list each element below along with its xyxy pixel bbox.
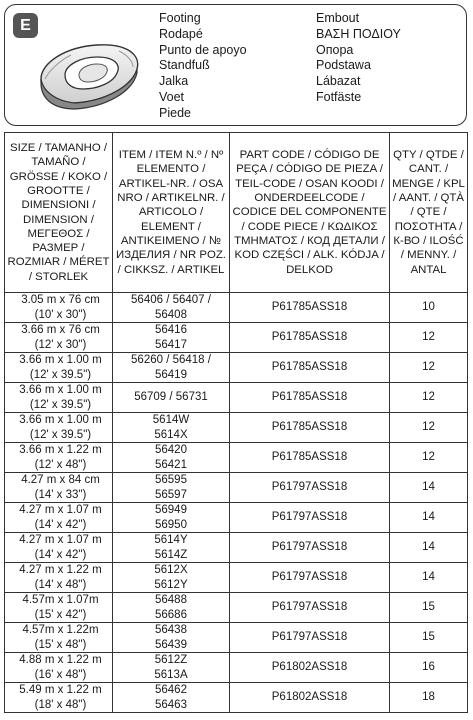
size-cell	[5, 413, 113, 443]
part-code-cell: P61785ASS18	[230, 383, 390, 413]
table-row	[5, 503, 468, 533]
footing-name: Footing	[159, 11, 201, 25]
qty-cell: 14	[390, 563, 468, 593]
part-code-cell: P61785ASS18	[230, 293, 390, 323]
item-cell	[113, 383, 230, 413]
footing-name: Lábazat	[316, 74, 361, 89]
part-code-cell: P61797ASS18	[230, 623, 390, 653]
item-number-line1: 5614Y	[154, 534, 188, 546]
size-imperial: (18' x 48")	[34, 698, 87, 711]
part-code-cell: P61785ASS18	[230, 353, 390, 383]
size-imperial: (10' x 30")	[34, 308, 87, 321]
table-row	[5, 353, 468, 383]
item-cell	[113, 503, 230, 533]
item-number-line2: 56421	[155, 458, 187, 471]
item-number-line2: 56597	[155, 488, 187, 501]
item-cell	[113, 653, 230, 683]
item-number-line2: 56686	[155, 608, 187, 621]
item-number-line1: 56488	[155, 594, 187, 606]
table-row	[5, 593, 468, 623]
size-imperial: (14' x 33")	[34, 488, 87, 501]
table-row	[5, 473, 468, 503]
table-row	[5, 683, 468, 713]
footing-illustration	[35, 35, 145, 115]
item-cell	[113, 623, 230, 653]
qty-cell: 12	[390, 383, 468, 413]
size-imperial: (14' x 42")	[34, 518, 87, 531]
size-cell	[5, 353, 113, 383]
size-cell	[5, 293, 113, 323]
table-row	[5, 563, 468, 593]
item-cell	[113, 473, 230, 503]
size-metric: 3.66 m x 1.00 m	[19, 384, 102, 396]
table-row	[5, 443, 468, 473]
table-row	[5, 623, 468, 653]
size-imperial: (12' x 39.5")	[29, 428, 92, 441]
qty-cell: 12	[390, 443, 468, 473]
item-number-line1: 56438	[155, 624, 187, 636]
table-row	[5, 323, 468, 353]
qty-cell: 16	[390, 653, 468, 683]
footing-name: ΒΑΣΗ ΠΟΔΙΟΥ	[316, 26, 401, 41]
footing-names-right	[316, 11, 401, 106]
item-cell	[113, 533, 230, 563]
footing-name: Voet	[159, 89, 185, 104]
size-cell	[5, 323, 113, 353]
table-body	[5, 293, 468, 713]
footing-name: Embout	[316, 11, 360, 25]
footing-name: Опора	[316, 42, 354, 57]
item-number-line1: 5612Z	[154, 654, 188, 666]
item-number-line2: 5614X	[154, 428, 188, 441]
size-metric: 3.66 m x 1.00 m	[19, 414, 102, 426]
size-metric: 4.57m x 1.07m	[22, 594, 99, 606]
size-cell	[5, 593, 113, 623]
size-cell	[5, 473, 113, 503]
part-code-cell: P61785ASS18	[230, 443, 390, 473]
size-cell	[5, 653, 113, 683]
qty-cell: 14	[390, 503, 468, 533]
item-cell	[113, 293, 230, 323]
size-metric: 4.88 m x 1.22 m	[19, 654, 102, 666]
item-cell	[113, 683, 230, 713]
size-cell	[5, 683, 113, 713]
parts-table	[4, 132, 468, 713]
size-imperial: (12' x 39.5")	[29, 398, 92, 411]
part-code-cell: P61797ASS18	[230, 533, 390, 563]
item-number-line2: 56950	[155, 518, 187, 531]
size-metric: 3.05 m x 76 cm	[21, 294, 100, 306]
size-metric: 4.27 m x 1.07 m	[19, 534, 102, 546]
qty-cell: 14	[390, 473, 468, 503]
size-cell	[5, 563, 113, 593]
item-cell	[113, 593, 230, 623]
item-number-line2: 56419	[155, 368, 187, 381]
item-number-line2: 5613A	[154, 668, 188, 681]
item-number-line1: 56420	[155, 444, 187, 456]
part-code-cell: P61797ASS18	[230, 503, 390, 533]
size-imperial: (15' x 42")	[34, 608, 87, 621]
size-metric: 3.66 m x 76 cm	[21, 324, 100, 336]
size-imperial: (12' x 39.5")	[29, 368, 92, 381]
size-cell	[5, 533, 113, 563]
item-number-line2: 56439	[155, 638, 187, 651]
size-metric: 4.57m x 1.22m	[22, 624, 99, 636]
size-cell	[5, 503, 113, 533]
footing-names-left	[159, 11, 247, 122]
item-cell	[113, 563, 230, 593]
size-imperial: (12' x 48")	[34, 458, 87, 471]
part-code-cell: P61797ASS18	[230, 563, 390, 593]
item-cell	[113, 413, 230, 443]
footing-name: Standfuß	[159, 58, 210, 73]
table-row	[5, 383, 468, 413]
table-row	[5, 413, 468, 443]
item-number-line1: 56406 / 56407 /	[131, 294, 211, 306]
footing-name: Piede	[159, 105, 191, 120]
size-metric: 4.27 m x 1.07 m	[19, 504, 102, 516]
part-header-box	[4, 4, 467, 126]
item-cell	[113, 443, 230, 473]
part-code-cell: P61802ASS18	[230, 683, 390, 713]
item-number-line1: 56595	[155, 474, 187, 486]
part-code-cell: P61797ASS18	[230, 473, 390, 503]
item-number-line1: 56709 / 56731	[134, 391, 208, 404]
item-number-line1: 5612X	[154, 564, 188, 576]
size-imperial: (14' x 48")	[34, 578, 87, 591]
size-imperial: (15' x 48")	[34, 638, 87, 651]
table-row	[5, 533, 468, 563]
footing-name: Podstawa	[316, 58, 371, 73]
size-metric: 3.66 m x 1.22 m	[19, 444, 102, 456]
part-code-cell: P61785ASS18	[230, 413, 390, 443]
size-metric: 3.66 m x 1.00 m	[19, 354, 102, 366]
part-code-cell: P61785ASS18	[230, 323, 390, 353]
size-cell	[5, 623, 113, 653]
footing-name: Jalka	[159, 74, 189, 89]
qty-cell: 18	[390, 683, 468, 713]
footing-name: Rodapé	[159, 26, 203, 41]
header-part-code: PART CODE / CÓDIGO DE PEÇA / CÓDIGO DE PIEZA / TEIL-CODE / OSAN KOODI / ONDERDEELCODE / CODICE DEL COMPONENTE / CODE PIECE / ΚΩΔΙΚΟΣ ΤΜΗΜΑΤΟΣ / КОД ДЕТАЛИ / KOD CZĘŚCI / ALK. KÓDJA / DELKOD	[230, 133, 390, 293]
item-number-line1: 56416	[155, 324, 187, 336]
qty-cell: 12	[390, 323, 468, 353]
part-code-cell: P61797ASS18	[230, 593, 390, 623]
qty-cell: 12	[390, 413, 468, 443]
table-row	[5, 293, 468, 323]
header-item: ITEM / ITEM N.º / Nº ELEMENTO / ARTIKEL-NR. / OSA NRO / ARTIKELNR. / ARTICOLO / ELEMENT / ΑΝΤΙΚΕΙΜΕΝΟ / № ИЗДЕЛИЯ / NR POZ. / CIKKSZ. / ARTIKEL	[113, 133, 230, 293]
size-imperial: (16' x 48")	[34, 668, 87, 681]
item-number-line1: 56949	[155, 504, 187, 516]
item-number-line2: 5612Y	[154, 578, 188, 591]
size-imperial: (12' x 30")	[34, 338, 87, 351]
part-code-cell: P61802ASS18	[230, 653, 390, 683]
item-number-line2: 56417	[155, 338, 187, 351]
qty-cell: 12	[390, 353, 468, 383]
size-metric: 5.49 m x 1.22 m	[19, 684, 102, 696]
qty-cell: 15	[390, 623, 468, 653]
item-cell	[113, 353, 230, 383]
size-cell	[5, 383, 113, 413]
item-number-line2: 56408	[155, 308, 187, 321]
header-qty: QTY / QTDE / CANT. / MENGE / KPL / AANT. / QTÀ / QTE / ΠΟΣΟΤΗΤΑ / К-ВО / ILOŚĆ / MENNY. / ANTAL	[390, 133, 468, 293]
size-imperial: (14' x 42")	[34, 548, 87, 561]
item-number-line2: 5614Z	[154, 548, 188, 561]
footing-name: Fotfäste	[316, 89, 362, 104]
item-number-line1: 56462	[155, 684, 187, 696]
table-header-row	[5, 133, 468, 293]
section-badge: E	[13, 13, 38, 38]
table-row	[5, 653, 468, 683]
item-number-line1: 5614W	[152, 414, 190, 426]
qty-cell: 10	[390, 293, 468, 323]
qty-cell: 15	[390, 593, 468, 623]
size-metric: 4.27 m x 84 cm	[21, 474, 100, 486]
item-number-line1: 56260 / 56418 /	[131, 354, 211, 366]
size-metric: 4.27 m x 1.22 m	[19, 564, 102, 576]
qty-cell: 14	[390, 533, 468, 563]
header-size: SIZE / TAMANHO / TAMAÑO / GRÖSSE / KOKO / GROOTTE / DIMENSIONI / DIMENSION / ΜΕΓΕΘΟΣ / РАЗМЕР / ROZMIAR / MÉRET / STORLEK	[5, 133, 113, 293]
size-cell	[5, 443, 113, 473]
item-cell	[113, 323, 230, 353]
footing-name: Punto de apoyo	[159, 42, 247, 57]
item-number-line2: 56463	[155, 698, 187, 711]
